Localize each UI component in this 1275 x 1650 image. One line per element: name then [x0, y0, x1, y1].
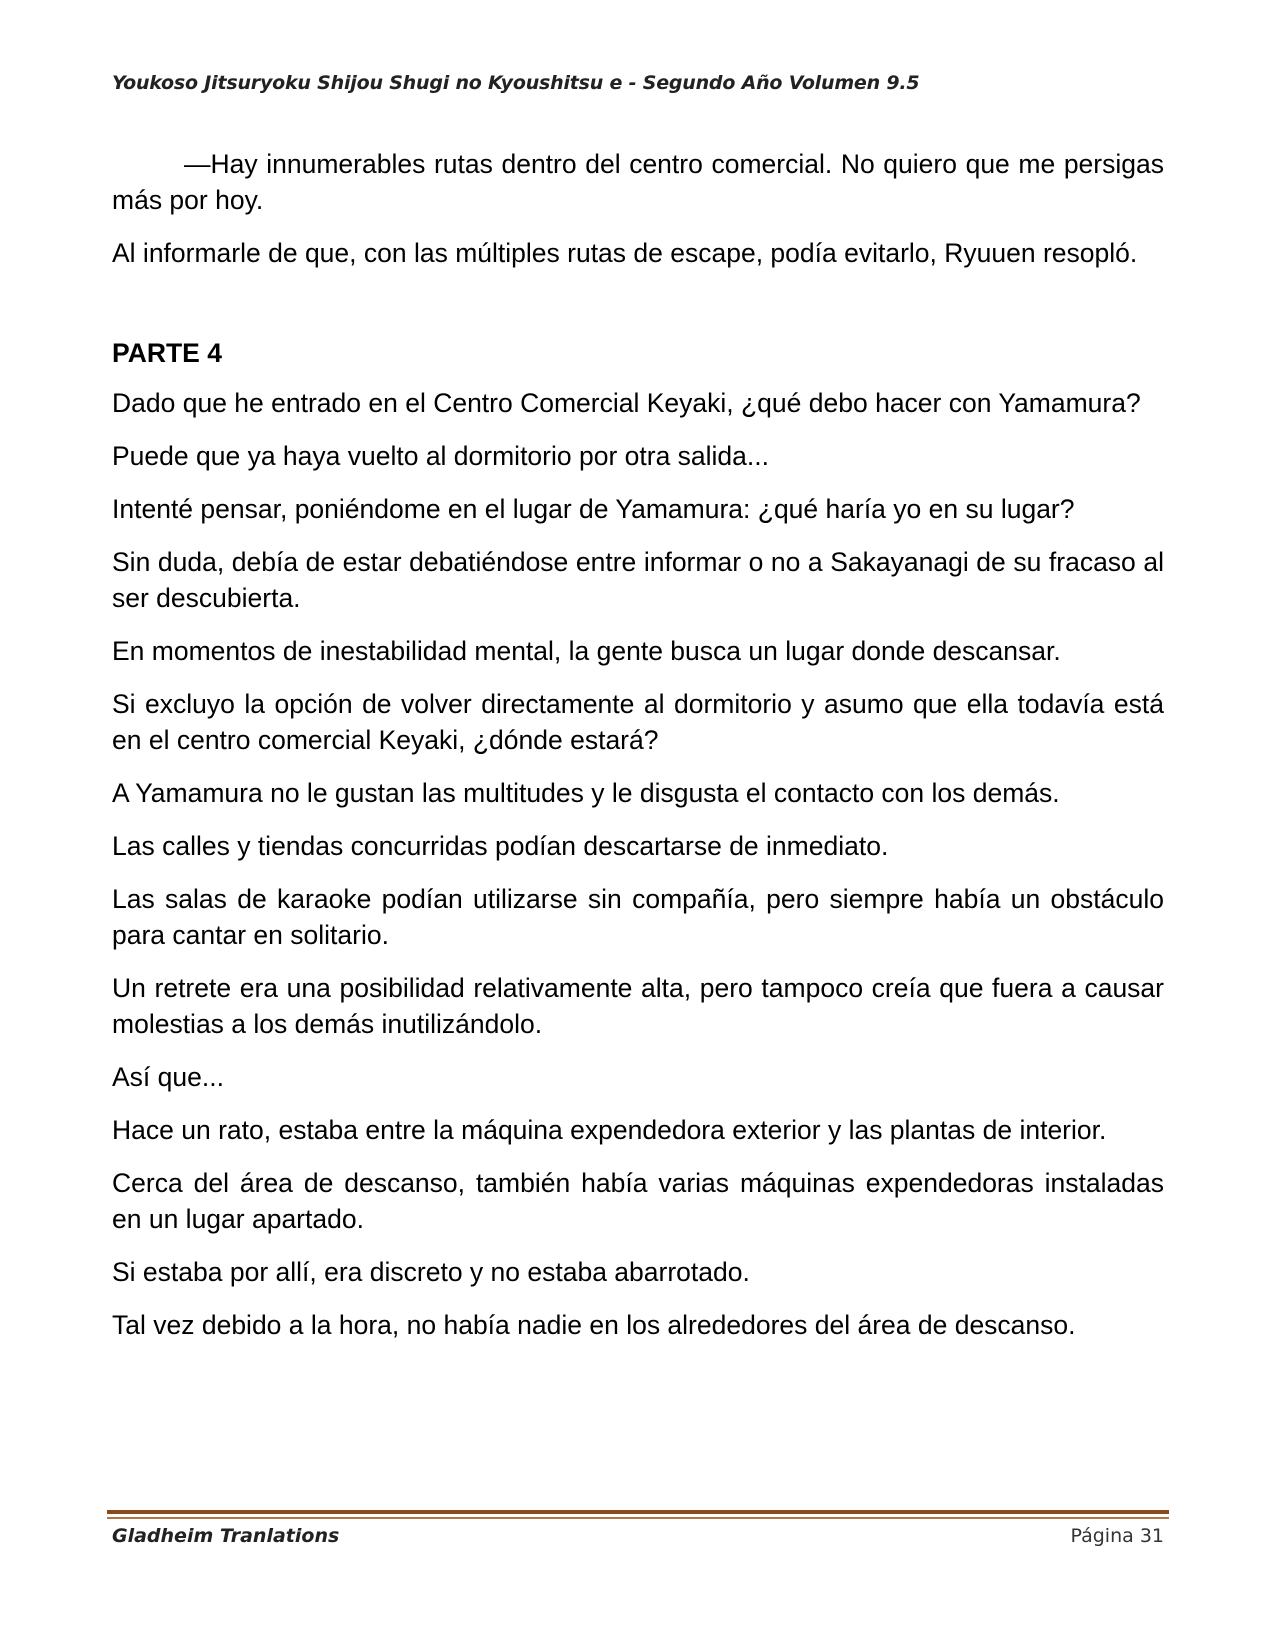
paragraph: Si excluyo la opción de volver directamente al dormitorio y asumo que ella todavía está en el centro comercial Keyaki, ¿dónde estará?	[112, 689, 1164, 755]
paragraph: Al informarle de que, con las múltiples rutas de escape, podía evitarlo, Ryuuen resopló.	[112, 238, 1138, 268]
paragraph: Dado que he entrado en el Centro Comercial Keyaki, ¿qué debo hacer con Yamamura?	[112, 388, 1141, 418]
paragraph: Las calles y tiendas concurridas podían descartarse de inmediato.	[112, 831, 889, 861]
page-header: Youkoso Jitsuryoku Shijou Shugi no Kyoushitsu e - Segundo Año Volumen 9.5	[112, 72, 920, 94]
paragraph: Un retrete era una posibilidad relativamente alta, pero tampoco creía que fuera a causar molestias a los demás inutilizándolo.	[112, 973, 1164, 1039]
paragraph: Las salas de karaoke podían utilizarse sin compañía, pero siempre había un obstáculo para cantar en solitario.	[112, 884, 1164, 950]
paragraph: Así que...	[112, 1062, 224, 1092]
page-number: 31	[1139, 1525, 1164, 1547]
paragraph: Sin duda, debía de estar debatiéndose entre informar o no a Sakayanagi de su fracaso al ser descubierta.	[112, 547, 1164, 613]
paragraph: A Yamamura no le gustan las multitudes y le disgusta el contacto con los demás.	[112, 778, 1060, 808]
footer-divider-thin	[107, 1517, 1169, 1519]
section-heading: PARTE 4	[112, 338, 222, 368]
paragraph: Hace un rato, estaba entre la máquina expendedora exterior y las plantas de interior.	[112, 1115, 1107, 1145]
paragraph: Intenté pensar, poniéndome en el lugar de Yamamura: ¿qué haría yo en su lugar?	[112, 494, 1075, 524]
paragraph: Cerca del área de descanso, también había varias máquinas expendedoras instaladas en un lugar apartado.	[112, 1168, 1164, 1234]
paragraph: Tal vez debido a la hora, no había nadie en los alrededores del área de descanso.	[112, 1310, 1076, 1340]
paragraph: —Hay innumerables rutas dentro del centro comercial. No quiero que me persigas más por hoy.	[112, 149, 1164, 215]
page-number-block	[1070, 1525, 1164, 1547]
paragraph: Puede que ya haya vuelto al dormitorio por otra salida...	[112, 441, 770, 471]
footer-divider	[107, 1510, 1169, 1514]
document-body	[112, 146, 1164, 1360]
page-label: Página	[1070, 1525, 1134, 1547]
paragraph: Si estaba por allí, era discreto y no estaba abarrotado.	[112, 1257, 750, 1287]
footer-credit: Gladheim Tranlations	[112, 1525, 340, 1547]
paragraph: En momentos de inestabilidad mental, la gente busca un lugar donde descansar.	[112, 636, 1061, 666]
